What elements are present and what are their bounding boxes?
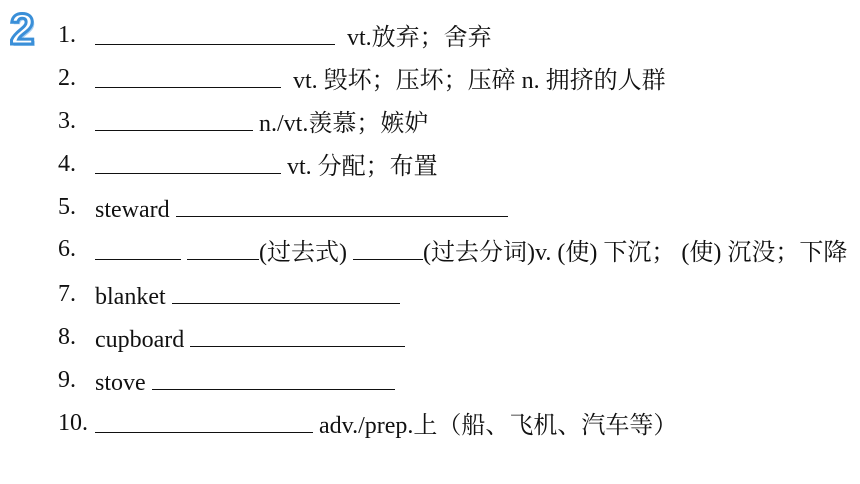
- item-definition: vt.放弃；舍弃: [347, 25, 492, 51]
- item-definition: vt. 分配；布置: [287, 154, 438, 180]
- list-item: [58, 408, 848, 441]
- list-item: [58, 149, 848, 182]
- item-number: 1.: [58, 22, 76, 48]
- item-number: 3.: [58, 108, 76, 134]
- list-item: [58, 365, 848, 398]
- item-number: 4.: [58, 151, 76, 177]
- answer-blank: [95, 149, 281, 174]
- list-item: [58, 106, 848, 139]
- answer-blank: [95, 408, 313, 433]
- list-item: [58, 63, 848, 96]
- answer-blank: [187, 235, 259, 260]
- answer-blank: [172, 279, 400, 304]
- item-word: steward: [95, 197, 170, 223]
- list-item: [58, 20, 848, 53]
- item-number: 8.: [58, 324, 76, 350]
- answer-blank: [95, 20, 335, 45]
- answer-blank: [95, 235, 181, 260]
- answer-blank: [190, 322, 405, 347]
- item-definition: vt. 毁坏；压坏；压碎 n. 拥挤的人群: [293, 68, 666, 94]
- item-number: 10.: [58, 410, 88, 436]
- vocabulary-list: [58, 20, 848, 451]
- section-number-badge: 2: [10, 5, 35, 54]
- list-item: [58, 192, 848, 225]
- item-number: 7.: [58, 281, 76, 307]
- item-definition: n./vt.羡慕；嫉妒: [259, 111, 429, 137]
- answer-blank: [95, 106, 253, 131]
- answer-blank: [176, 192, 508, 217]
- item-definition: adv./prep.上（船、飞机、汽车等）: [319, 413, 678, 439]
- list-item: [58, 279, 848, 312]
- item-number: 5.: [58, 194, 76, 220]
- item-number: 9.: [58, 367, 76, 393]
- item-definition: (过去分词)v. (使) 下沉； (使) 沉没；下降: [422, 240, 848, 266]
- item-word: stove: [95, 370, 146, 396]
- item-word: blanket: [95, 284, 166, 310]
- list-item: [58, 322, 848, 355]
- item-number: 6.: [58, 236, 76, 262]
- answer-blank: [353, 235, 423, 260]
- answer-blank: [152, 365, 395, 390]
- item-word: cupboard: [95, 327, 185, 353]
- item-form-label: (过去式): [259, 240, 347, 266]
- item-number: 2.: [58, 65, 76, 91]
- answer-blank: [95, 63, 281, 88]
- list-item: [58, 235, 848, 267]
